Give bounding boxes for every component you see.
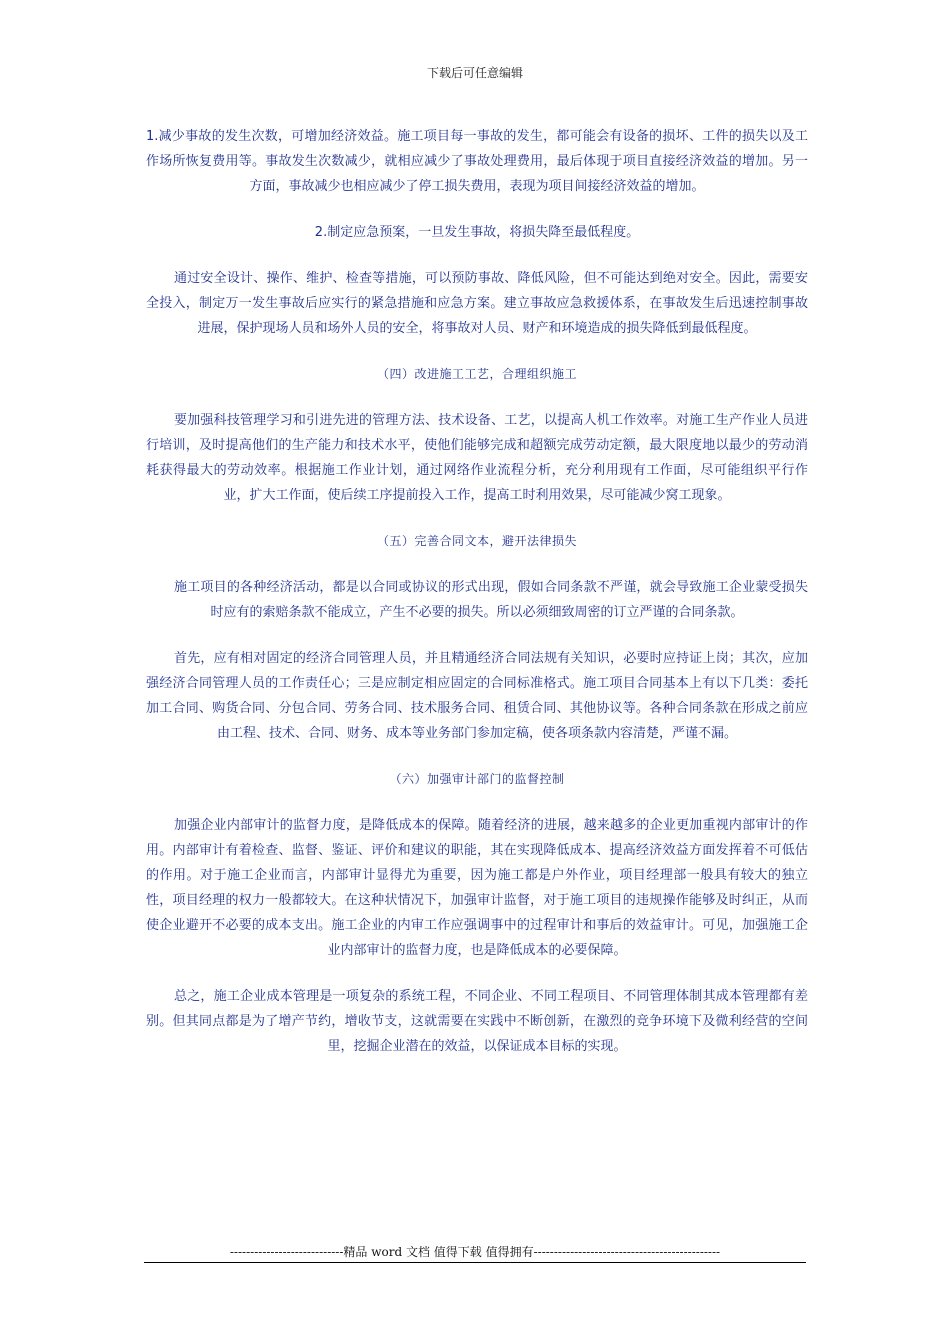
paragraph-reduce-accidents: 1.减少事故的发生次数，可增加经济效益。施工项目每一事故的发生，都可能会有设备的损坏、工件的损失以及工作场所恢复费用等。事故发生次数减少，就相应减少了事故处理费用，最后体现于项目直接经济效益的增加。另一方面，事故减少也相应减少了停工损失费用，表现为项目间接经济效益的增加。: [146, 129, 808, 194]
paragraph-conclusion: 总之，施工企业成本管理是一项复杂的系统工程，不同企业、不同工程项目、不同管理体制其成本管理都有差别。但其同点都是为了增产节约，增收节支，这就需要在实践中不断创新，在激烈的竞争环境下及微利经营的空间里，挖掘企业潜在的效益，以保证成本目标的实现。: [146, 989, 808, 1054]
page-header: 下载后可任意编辑: [426, 66, 523, 80]
paragraph-emergency-plan: 2.制定应急预案，一旦发生事故，将损失降至最低程度。: [314, 225, 640, 240]
page-footer: ----------------------------精品 word 文档 值得下载 值得拥有----------------------------------------------: [229, 1245, 721, 1259]
section-heading-5: （五）完善合同文本，避开法律损失: [376, 534, 577, 548]
section-heading-6: （六）加强审计部门的监督控制: [389, 772, 565, 786]
document-body: [146, 124, 808, 1080]
footer-divider: [144, 1262, 806, 1263]
paragraph-safety-measures: 通过安全设计、操作、维护、检查等措施，可以预防事故、降低风险，但不可能达到绝对安全。因此，需要安全投入，制定万一发生事故后应实行的紧急措施和应急方案。建立事故应急救援体系，在事故发生后迅速控制事故进展，保护现场人员和场外人员的安全，将事故对人员、财产和环境造成的损失降低到最低程度。: [146, 271, 808, 336]
paragraph-contract-risk: 施工项目的各种经济活动，都是以合同或协议的形式出现，假如合同条款不严谨，就会导致施工企业蒙受损失时应有的索赔条款不能成立，产生不必要的损失。所以必须细致周密的订立严谨的合同条款。: [174, 580, 808, 620]
paragraph-technology-management: 要加强科技管理学习和引进先进的管理方法、技术设备、工艺，以提高人机工作效率。对施工生产作业人员进行培训，及时提高他们的生产能力和技术水平，使他们能够完成和超额完成劳动定额，最大限度地以最少的劳动消耗获得最大的劳动效率。根据施工作业计划，通过网络作业流程分析，充分利用现有工作面，尽可能组织平行作业，扩大工作面，使后续工序提前投入工作，提高工时利用效果，尽可能减少窝工现象。: [146, 413, 808, 503]
paragraph-internal-audit: 加强企业内部审计的监督力度，是降低成本的保障。随着经济的进展，越来越多的企业更加重视内部审计的作用。内部审计有着检查、监督、鉴证、评价和建议的职能，其在实现降低成本、提高经济效益方面发挥着不可低估的作用。对于施工企业而言，内部审计显得尤为重要，因为施工都是户外作业，项目经理部一般具有较大的独立性，项目经理的权力一般都较大。在这种状情况下，加强审计监督，对于施工项目的违规操作能够及时纠正，从而使企业避开不必要的成本支出。施工企业的内审工作应强调事中的过程审计和事后的效益审计。可见，加强施工企业内部审计的监督力度，也是降低成本的必要保障。: [146, 818, 808, 958]
section-heading-4: （四）改进施工工艺，合理组织施工: [376, 367, 577, 381]
paragraph-contract-management: 首先，应有相对固定的经济合同管理人员，并且精通经济合同法规有关知识，必要时应持证上岗；其次，应加强经济合同管理人员的工作责任心；三是应制定相应固定的合同标准格式。施工项目合同基本上有以下几类：委托加工合同、购货合同、分包合同、劳务合同、技术服务合同、租赁合同、其他协议等。各种合同条款在形成之前应由工程、技术、合同、财务、成本等业务部门参加定稿，使各项条款内容清楚，严谨不漏。: [146, 651, 808, 741]
